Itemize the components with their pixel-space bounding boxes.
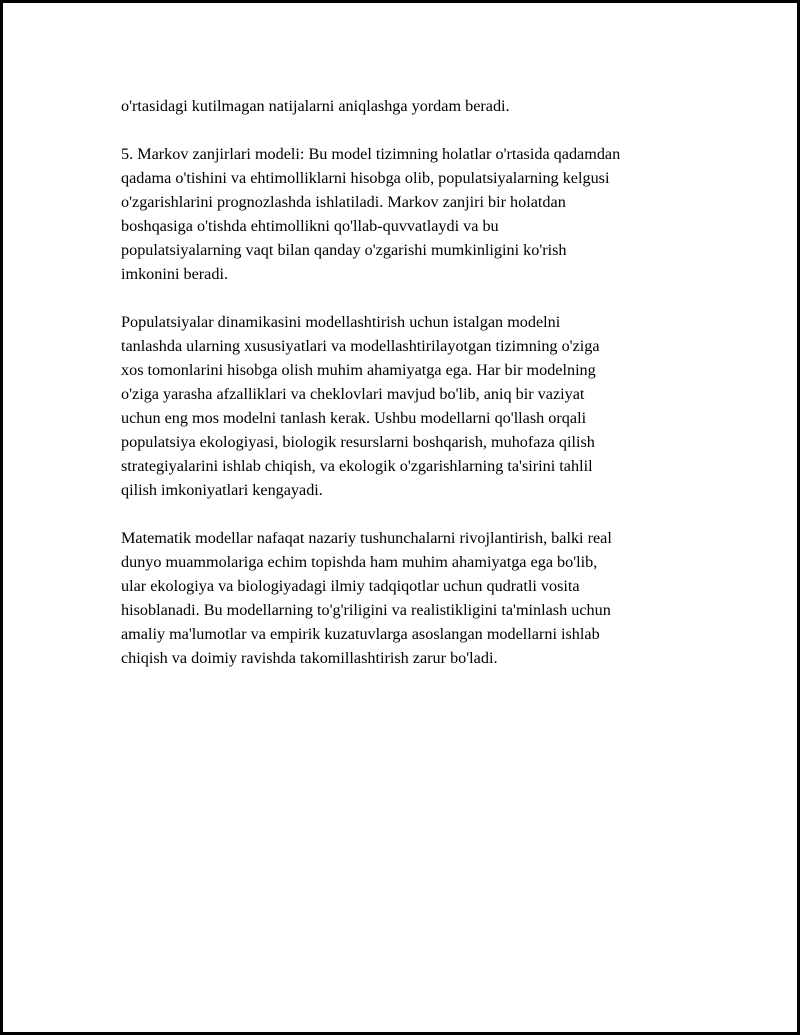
text-line: qilish imkoniyatlari kengayadi. <box>121 481 323 499</box>
text-line: Matematik modellar nafaqat nazariy tushunchalarni rivojlantirish, balki real <box>121 529 612 547</box>
text-line: qadama o'tishini va ehtimolliklarni hisobga olib, populatsiyalarning kelgusi <box>121 169 610 187</box>
text-line: dunyo muammolariga echim topishda ham muhim ahamiyatga ega bo'lib, <box>121 553 598 571</box>
text-line: hisoblanadi. Bu modellarning to'g'riligini va realistikligini ta'minlash uchun <box>121 601 611 619</box>
document-body <box>121 94 696 694</box>
paragraph-markov-chain-model <box>121 142 696 286</box>
text-line: amaliy ma'lumotlar va empirik kuzatuvlarga asoslangan modellarni ishlab <box>121 625 600 643</box>
text-line: xos tomonlarini hisobga olish muhim ahamiyatga ega. Har bir modelning <box>121 361 596 379</box>
text-line: o'zgarishlarini prognozlashda ishlatiladi. Markov zanjiri bir holatdan <box>121 193 566 211</box>
text-line: o'ziga yarasha afzalliklari va cheklovlari mavjud bo'lib, aniq bir vaziyat <box>121 385 585 403</box>
text-line: ular ekologiya va biologiyadagi ilmiy tadqiqotlar uchun qudratli vosita <box>121 577 580 595</box>
text-line: Populatsiyalar dinamikasini modellashtirish uchun istalgan modelni <box>121 313 561 331</box>
text-line: uchun eng mos modelni tanlash kerak. Ushbu modellarni qo'llash orqali <box>121 409 587 427</box>
text-line: strategiyalarini ishlab chiqish, va ekologik o'zgarishlarning ta'sirini tahlil <box>121 457 593 475</box>
text-line: 5. Markov zanjirlari modeli: Bu model tizimning holatlar o'rtasida qadamdan <box>121 145 621 163</box>
text-line: chiqish va doimiy ravishda takomillashtirish zarur bo'ladi. <box>121 649 498 667</box>
paragraph-continuation <box>121 94 696 118</box>
text-line: tanlashda ularning xususiyatlari va modellashtirilayotgan tizimning o'ziga <box>121 337 600 355</box>
text-line: boshqasiga o'tishda ehtimollikni qo'llab-quvvatlaydi va bu <box>121 217 499 235</box>
text-line: imkonini beradi. <box>121 265 228 283</box>
text-line: populatsiyalarning vaqt bilan qanday o'zgarishi mumkinligini ko'rish <box>121 241 567 259</box>
paragraph-mathematical-models <box>121 526 696 670</box>
text-line: o'rtasidagi kutilmagan natijalarni aniqlashga yordam beradi. <box>121 97 510 115</box>
text-line: populatsiya ekologiyasi, biologik resurslarni boshqarish, muhofaza qilish <box>121 433 595 451</box>
paragraph-model-selection <box>121 310 696 502</box>
